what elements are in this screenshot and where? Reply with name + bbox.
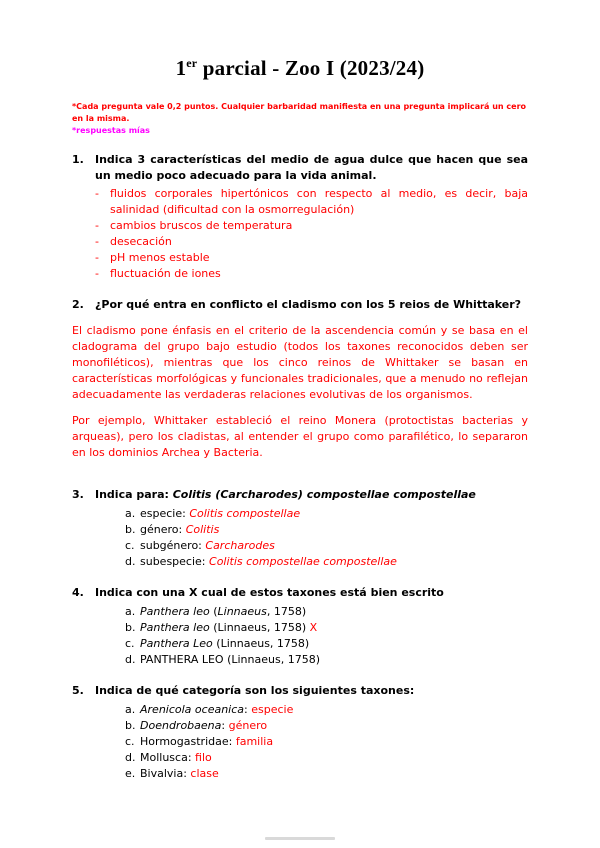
item-letter: c.: [125, 539, 135, 552]
item-letter: a.: [125, 605, 136, 618]
page-bottom-mark: [265, 837, 335, 840]
item-answer: filo: [195, 751, 212, 764]
answer-text: pH menos estable: [110, 251, 210, 264]
option-item: [125, 604, 528, 620]
option-text-plain: (: [209, 605, 218, 618]
option-text: [140, 636, 528, 652]
question-number: 1.: [72, 153, 84, 166]
item-letter: d.: [125, 653, 136, 666]
answer-text: [140, 554, 528, 570]
item-answer: especie: [251, 703, 294, 716]
taxon-name: Doendrobaena: [140, 719, 222, 732]
answer-item: [125, 718, 528, 734]
answer-paragraph: El cladismo pone énfasis en el criterio de la ascendencia común y se basa en el cladograma del grupo bajo estudio (todos los taxones reconocidos deben ser monofiléticos), mientras que los cinco reinos de Whittaker se basan en características morfológicas y funcionales tradicionales, que a menudo no reflejan adecuadamente las verdaderas relaciones evolutivas de los organismos.: [72, 324, 528, 401]
question-text: Indica 3 características del medio de agua dulce que hacen que sea un medio poco adecuado para la vida animal.: [95, 153, 528, 182]
page-title: [72, 56, 528, 81]
question-heading: [72, 683, 528, 699]
item-label: subespecie:: [140, 555, 210, 568]
option-text-plain: (Linnaeus, 1758): [209, 621, 310, 634]
separator: :: [221, 719, 229, 732]
question-1: [72, 152, 528, 282]
answer-text: [140, 718, 528, 734]
item-answer: Colitis compostellae compostellae: [209, 555, 397, 568]
correct-mark: X: [309, 621, 318, 634]
item-letter: c.: [125, 637, 135, 650]
answer-text: fluctuación de iones: [110, 267, 221, 280]
answer-item: [125, 734, 528, 750]
question-heading: [72, 487, 528, 503]
separator: :: [187, 751, 196, 764]
question-4: [72, 585, 528, 668]
option-text-plain: PANTHERA LEO (Linnaeus, 1758): [140, 653, 320, 666]
option-text: [140, 604, 528, 620]
answer-text: desecación: [110, 235, 172, 248]
option-text-plain: , 1758): [266, 605, 307, 618]
answer-text: [140, 506, 528, 522]
answer-text: fluidos corporales hipertónicos con respecto al medio, es decir, baja salinidad (dificultad con la osmorregulación): [110, 187, 528, 216]
taxon-name: Hormogastridae: [140, 735, 229, 748]
answer-item: [125, 766, 528, 782]
answers-note: *respuestas mías: [72, 126, 150, 135]
title-number: 1: [175, 56, 187, 80]
answer-item: [125, 538, 528, 554]
answer-item: [95, 218, 528, 234]
item-letter: b.: [125, 719, 136, 732]
question-text: [95, 487, 528, 503]
question-number: 5.: [72, 684, 84, 697]
question-number: 3.: [72, 488, 84, 501]
option-item: [125, 636, 528, 652]
taxon-name: Panthera leo: [140, 621, 210, 634]
item-answer: Colitis compostellae: [189, 507, 301, 520]
title-text: parcial - Zoo I (2023/24): [197, 56, 425, 80]
question-heading: [72, 152, 528, 184]
answer-text: [140, 734, 528, 750]
option-list: [72, 604, 528, 668]
item-letter: d.: [125, 751, 136, 764]
separator: :: [183, 767, 191, 780]
item-letter: e.: [125, 767, 136, 780]
question-heading: [72, 585, 528, 601]
dash-bullet: -: [95, 251, 99, 264]
item-letter: c.: [125, 735, 135, 748]
taxon-name: Arenicola oceanica: [140, 703, 245, 716]
item-label: especie:: [140, 507, 190, 520]
answer-text: [140, 522, 528, 538]
item-letter: b.: [125, 523, 136, 536]
answer-paragraph: Por ejemplo, Whittaker estableció el reino Monera (protoctistas bacterias y arqueas), pero los cladistas, al entender el grupo como parafilético, lo separaron en los dominios Archea y Bacteria.: [72, 414, 528, 459]
answer-text: [140, 750, 528, 766]
dash-bullet: -: [95, 187, 99, 200]
item-answer: familia: [235, 735, 274, 748]
item-letter: b.: [125, 621, 136, 634]
answer-list: [72, 186, 528, 282]
item-letter: a.: [125, 507, 136, 520]
item-answer: clase: [190, 767, 219, 780]
answer-item: [95, 266, 528, 282]
item-answer: Carcharodes: [205, 539, 275, 552]
answer-list: [72, 702, 528, 782]
answer-text: cambios bruscos de temperatura: [110, 219, 293, 232]
question-text: Indica con una X cual de estos taxones está bien escrito: [95, 586, 444, 599]
item-letter: d.: [125, 555, 136, 568]
item-letter: a.: [125, 703, 136, 716]
item-answer: género: [228, 719, 268, 732]
answer-item: [125, 750, 528, 766]
answer-item: [125, 522, 528, 538]
separator: :: [228, 735, 236, 748]
answer-item: [95, 250, 528, 266]
option-text: [140, 620, 528, 636]
answer-text: [140, 538, 528, 554]
taxon-name: Mollusca: [140, 751, 188, 764]
option-text-plain: (Linnaeus, 1758): [212, 637, 310, 650]
item-answer: Colitis: [185, 523, 220, 536]
answer-item: [125, 506, 528, 522]
dash-bullet: -: [95, 267, 99, 280]
question-2: [72, 297, 528, 461]
answer-list: [72, 506, 528, 570]
question-5: [72, 683, 528, 782]
answer-text: [140, 702, 528, 718]
question-3: [72, 487, 528, 570]
option-item: [125, 652, 528, 668]
taxon-name: Panthera Leo: [140, 637, 213, 650]
dash-bullet: -: [95, 219, 99, 232]
question-number: 4.: [72, 586, 84, 599]
answer-item: [125, 554, 528, 570]
separator: :: [244, 703, 252, 716]
taxon-name: Bivalvia: [140, 767, 184, 780]
item-label: género:: [140, 523, 186, 536]
dash-bullet: -: [95, 235, 99, 248]
taxon-name: Panthera leo: [140, 605, 210, 618]
question-heading: [72, 297, 528, 313]
question-text-prefix: Indica para:: [95, 488, 173, 501]
item-label: subgénero:: [140, 539, 206, 552]
answer-item: [125, 702, 528, 718]
option-item: [125, 620, 528, 636]
author-name: Linnaeus: [217, 605, 267, 618]
option-text: [140, 652, 528, 668]
question-text: ¿Por qué entra en conflicto el cladismo con los 5 reios de Whittaker?: [95, 298, 522, 311]
question-number: 2.: [72, 298, 84, 311]
grading-note: *Cada pregunta vale 0,2 puntos. Cualquier barbaridad manifiesta en una pregunta implicará un cero en la misma.: [72, 102, 527, 123]
answer-item: [95, 234, 528, 250]
answer-text: [140, 766, 528, 782]
question-text: Indica de qué categoría son los siguientes taxones:: [95, 684, 415, 697]
species-name: Colitis (Carcharodes) compostellae compostellae: [172, 488, 476, 501]
title-ordinal-suffix: er: [186, 56, 198, 70]
answer-item: [95, 186, 528, 218]
